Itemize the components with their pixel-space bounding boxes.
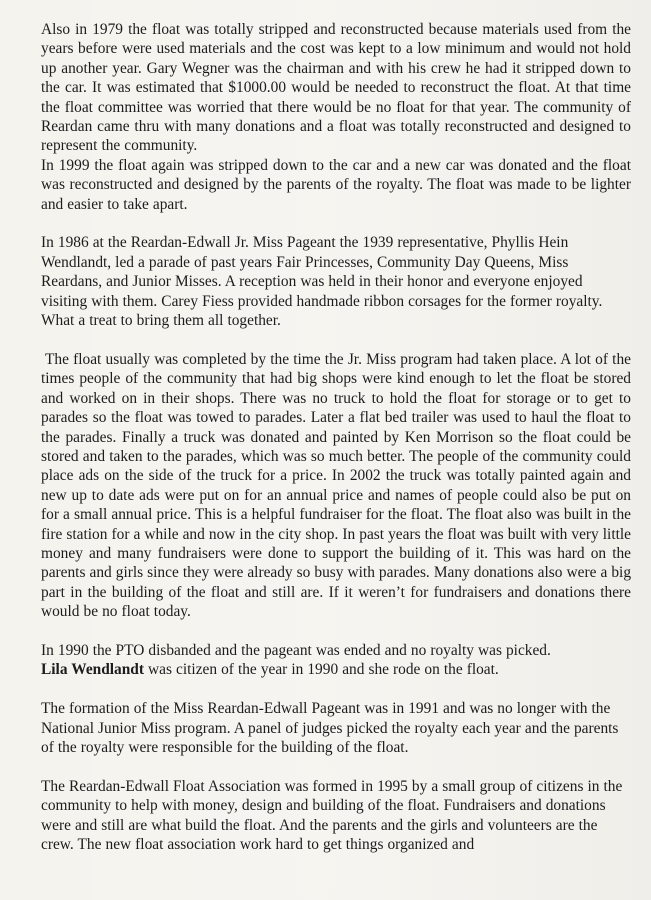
paragraph-float-storage-fundraising: The float usually was completed by the time the Jr. Miss program had taken place. A lot of the times people of the community that had big shops were kind enough to let the float be stored and worked on in their shops. There was no truck to hold the float for storage or to get to parades so the float was towed to parades. Later a flat bed trailer was used to haul the float to the parades. Finally a truck was donated and painted by Ken Morrison so the float could be stored and taken to the parades, which was so much better. The people of the community could place ads on the side of the truck for a price. In 2002 the truck was totally painted again and new up to date ads were put on for an annual price and names of people could also be put on for a small annual price. This is a helpful fundraiser for the float. The float also was built in the fire station for a while and now in the city shop. In past years the float was built with very little money and many fundraisers were done to support the building of it. This was hard on the parents and girls since they were already so busy with parades. Many donations also were a big part in the building of the float and still are. If it weren’t for fundraisers and donations there would be no float today. [41,350,632,621]
paragraph-1991-pageant-formation: The formation of the Miss Reardan-Edwall Pageant was in 1991 and was no longer with the National Junior Miss program. A panel of judges picked the royalty each year and the parents of the royalty were responsible for the building of the float. [41,700,619,756]
paragraph-spacer [41,680,631,699]
paragraph-spacer [41,330,631,349]
paragraph-1999-float-rebuild: In 1999 the float again was stripped down to the car and a new car was donated and the float was reconstructed and designed by the parents of the royalty. The float was made to be lighter and easier to take apart. [41,156,631,213]
citizen-name: Lila Wendlandt [41,661,144,679]
paragraph-1995-float-association: The Reardan-Edwall Float Association was formed in 1995 by a small group of citizens in the community to help with money, design and building of the float. Fundraisers and donations were and still are what build the float. And the parents and the girls and volunteers are the crew. The new float association work hard to get things organized and [41,777,623,853]
paragraph-spacer [41,622,631,641]
paragraph-spacer [41,757,631,776]
paragraph-1986-pageant: In 1986 at the Reardan-Edwall Jr. Miss Pageant the 1939 representative, Phyllis Hein Wendlandt, led a parade of past years Fair Princesses, Community Day Queens, Miss Reardans, and Junior Misses. A reception was held in their honor and everyone enjoyed visiting with them. Carey Fiess provided handmade ribbon corsages for the former royalty. What a treat to bring them all together. [41,234,603,330]
pto-disbanded-text: In 1990 the PTO disbanded and the pageant was ended and no royalty was picked. [41,641,551,659]
paragraph-spacer [41,214,631,233]
paragraph-1990-pto [41,641,631,680]
paragraph-1979-float-reconstruction: Also in 1979 the float was totally stripped and reconstructed because materials used from the years before were used materials and the cost was kept to a low minimum and would not hold up another year. Gary Wegner was the chairman and with his crew he had it stripped down to the car. It was estimated that $1000.00 would be needed to reconstruct the float. At that time the float committee was worried that there would be no float for that year. The community of Reardan came thru with many donations and a float was totally reconstructed and designed to represent the community. [41,21,631,155]
citizen-of-year-text: was citizen of the year in 1990 and she rode on the float. [144,661,499,679]
